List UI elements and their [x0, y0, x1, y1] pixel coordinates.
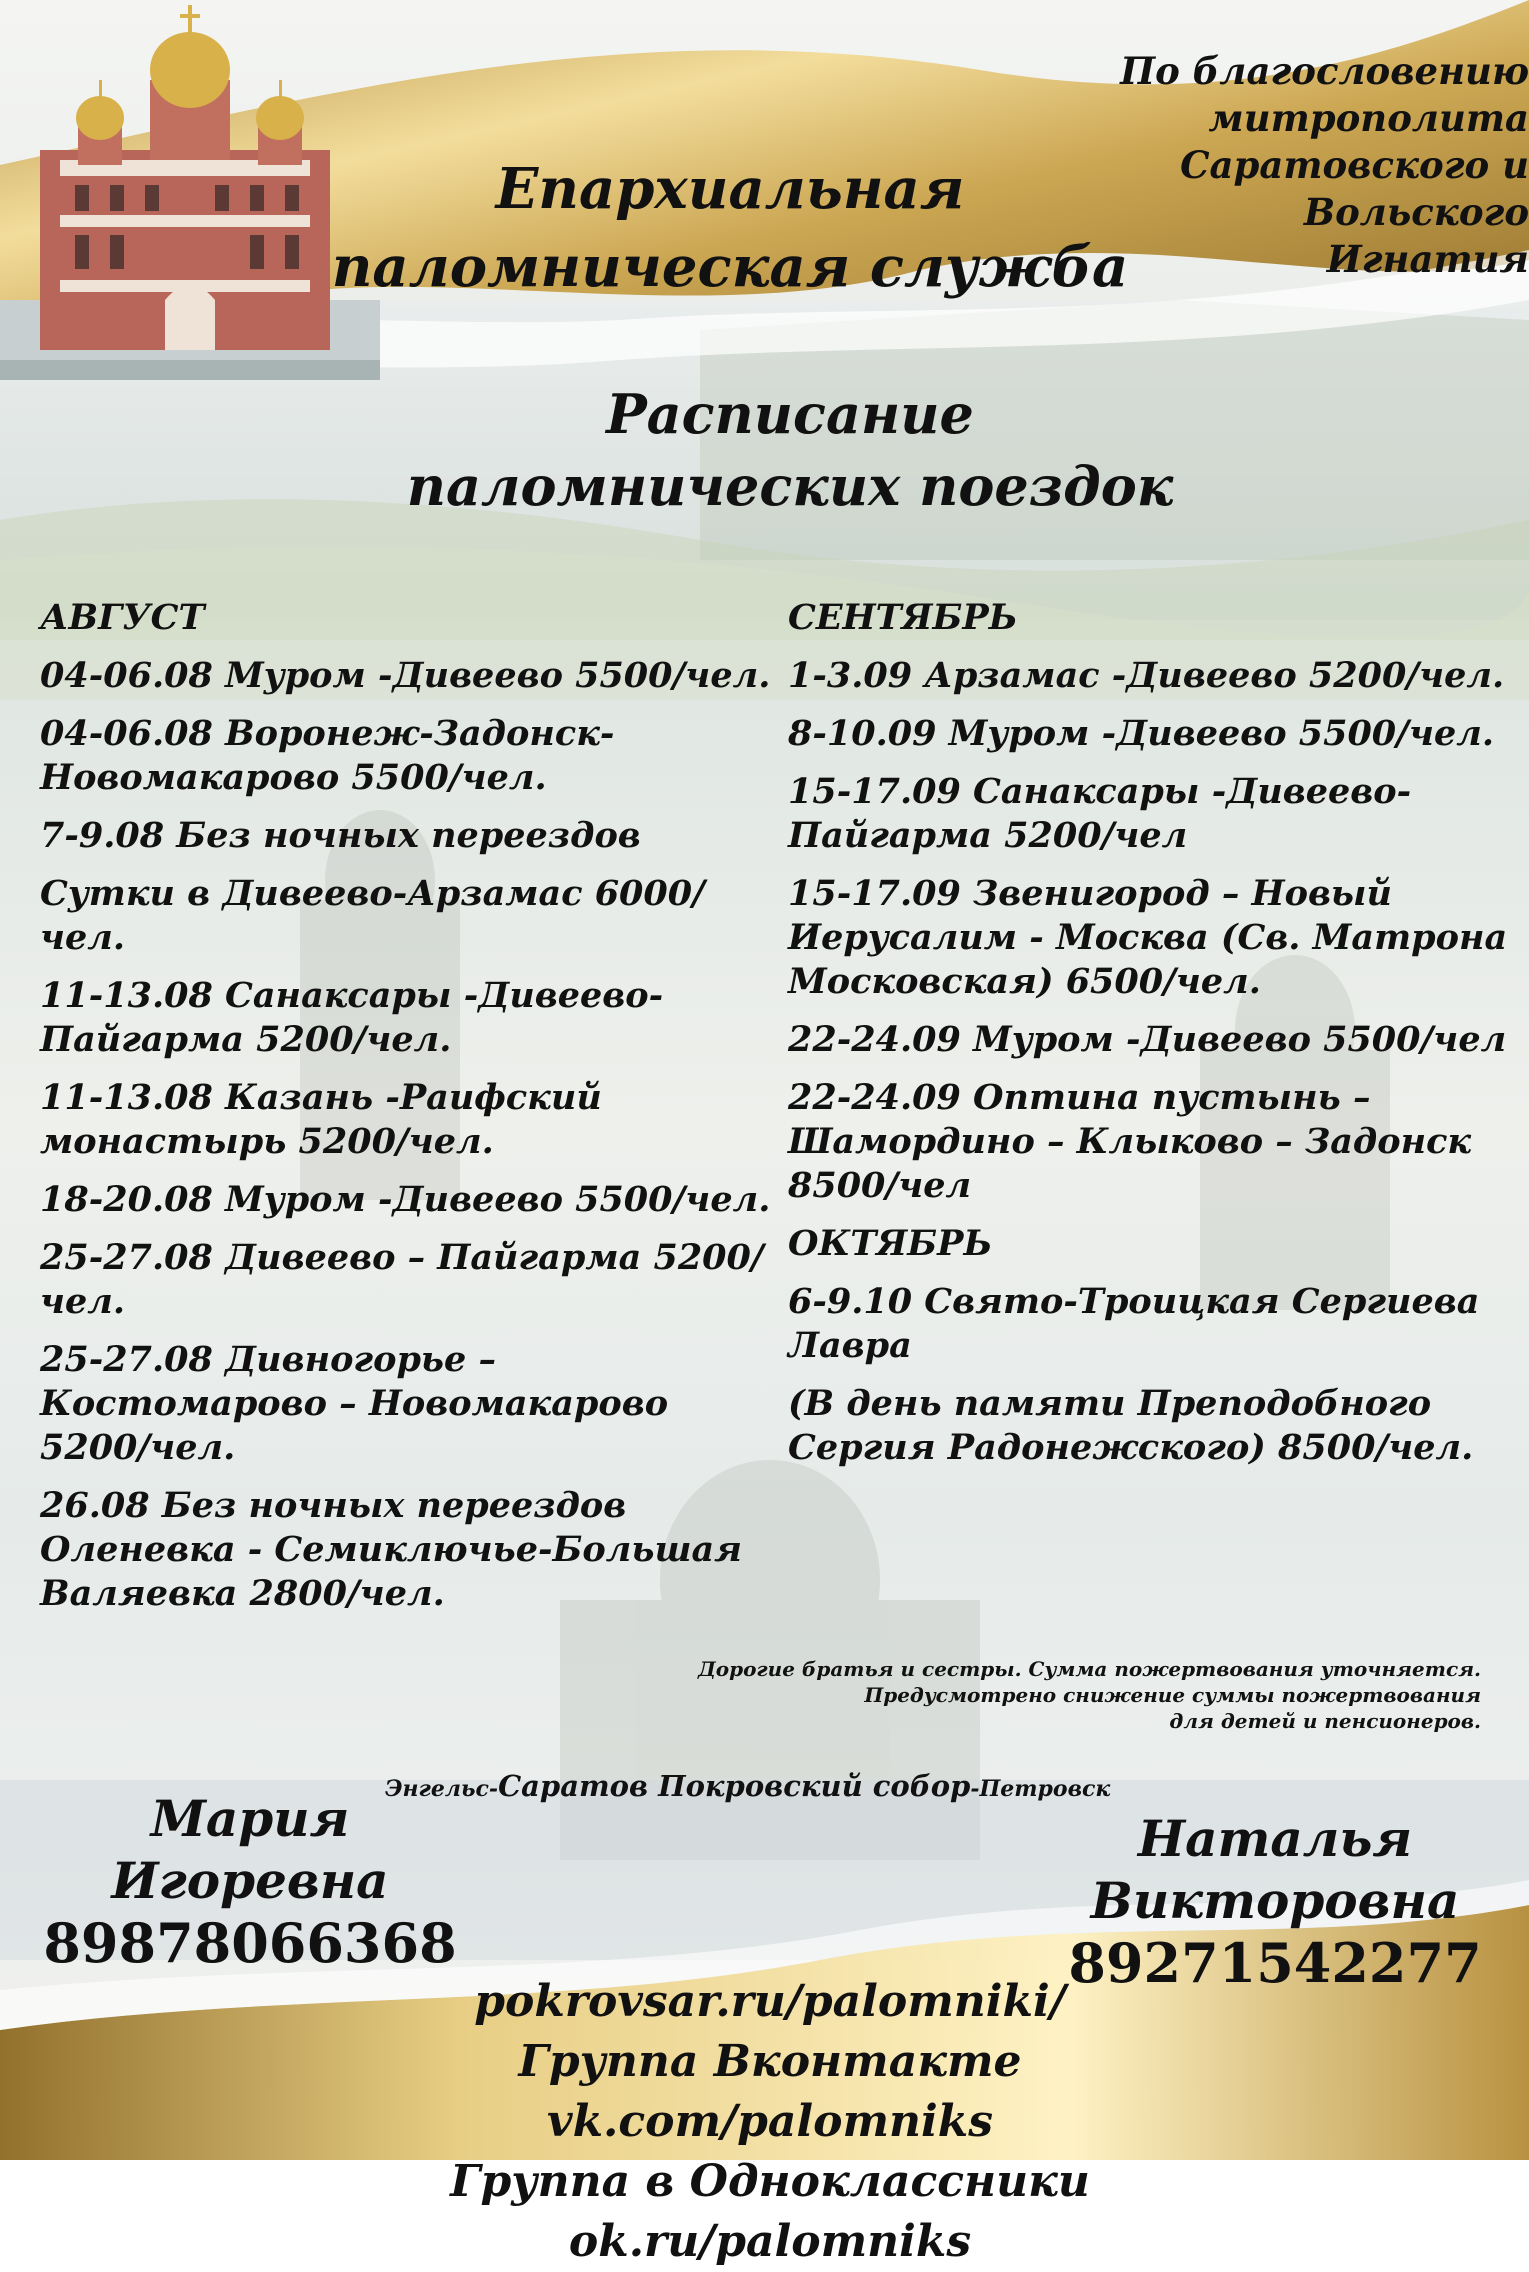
donation-note-line1: Дорогие братья и сестры. Сумма пожертвования уточняется.: [697, 1657, 1481, 1681]
schedule-title-line2: паломнических поездок: [406, 454, 1174, 518]
city-petrovsk: -Петровск: [970, 1776, 1111, 1802]
trip-entry: 1-3.09 Арзамас -Дивеево 5200/чел.: [788, 655, 1505, 696]
trip-entry: 8-10.09 Муром -Дивеево 5500/чел.: [788, 713, 1495, 754]
blessing-line2: митрополита: [1208, 96, 1529, 140]
contact-name-line2: Игоревна: [111, 1851, 389, 1910]
contact-phone[interactable]: 89271542277: [1068, 1931, 1482, 1995]
links-block: [300, 1972, 1240, 2272]
donation-note: [661, 1656, 1481, 1734]
departure-cities: [385, 1768, 1185, 1807]
blessing-line3: Саратовского и Вольского: [1180, 143, 1529, 234]
schedule-title: [390, 378, 1190, 522]
trip-entry: 11-13.08 Казань -Раифский монастырь 5200/чел.: [40, 1077, 602, 1162]
contact-card-natalia: [1065, 1808, 1485, 1994]
schedule-column-left: [40, 596, 785, 1630]
month-heading-september: СЕНТЯБРЬ: [788, 597, 1018, 638]
site-link[interactable]: pokrovsar.ru/palomniki/: [474, 1976, 1066, 2027]
city-engels: Энгельс-: [385, 1776, 499, 1802]
contact-name-line1: Мария: [150, 1789, 350, 1848]
blessing-line1: По благословению: [1120, 49, 1529, 93]
contact-phone[interactable]: 89878066368: [43, 1911, 457, 1975]
contact-name-line2: Викторовна: [1090, 1871, 1460, 1930]
city-saratov: Саратов Покровский собор: [498, 1769, 971, 1803]
schedule-title-line1: Расписание: [606, 382, 974, 446]
trip-entry: 04-06.08 Муром -Дивеево 5500/чел.: [40, 655, 771, 696]
month-heading-august: АВГУСТ: [40, 597, 205, 638]
contact-card-maria: [40, 1788, 460, 1974]
trip-entry: 15-17.09 Санаксары -Дивеево-Пайгарма 5200/чел: [788, 771, 1412, 856]
trip-entry: 22-24.09 Оптина пустынь – Шамордино – Клыково – Задонск 8500/чел: [788, 1077, 1472, 1206]
service-title-line1: Епархиальная: [495, 156, 965, 222]
donation-note-line2: Предусмотрено снижение суммы пожертвования: [864, 1683, 1481, 1707]
blessing-text: [1009, 48, 1529, 283]
trip-entry: 7-9.08 Без ночных переездов: [40, 815, 641, 856]
church-illustration: [0, 0, 380, 380]
trip-entry: 15-17.09 Звенигород – Новый Иерусалим - Москва (Св. Матрона Московская) 6500/чел.: [788, 873, 1508, 1002]
trip-entry: Сутки в Дивеево-Арзамас 6000/чел.: [40, 873, 705, 958]
schedule-column-right: [788, 596, 1508, 1484]
service-title-line2: паломническая служба: [331, 234, 1129, 300]
trip-entry: 04-06.08 Воронеж-Задонск-Новомакарово 5500/чел.: [40, 713, 615, 798]
trip-entry: 22-24.09 Муром -Дивеево 5500/чел: [788, 1019, 1507, 1060]
blessing-line4: Игнатия: [1326, 237, 1529, 281]
trip-entry: (В день памяти Преподобного Сергия Радонежского) 8500/чел.: [788, 1383, 1474, 1468]
ok-link[interactable]: Группа в Одноклассники ok.ru/palomniks: [450, 2156, 1090, 2267]
trip-entry: 25-27.08 Дивногорье – Костомарово – Новомакарово 5200/чел.: [40, 1339, 669, 1468]
vk-link[interactable]: Группа Вконтакте vk.com/palomniks: [518, 2036, 1022, 2147]
trip-entry: 18-20.08 Муром -Дивеево 5500/чел.: [40, 1179, 771, 1220]
month-heading-october: ОКТЯБРЬ: [788, 1223, 993, 1264]
donation-note-line3: для детей и пенсионеров.: [1169, 1709, 1481, 1733]
trip-entry: 26.08 Без ночных переездов Оленевка - Семиключье-Большая Валяевка 2800/чел.: [40, 1485, 743, 1614]
trip-entry: 6-9.10 Свято-Троицкая Сергиева Лавра: [788, 1281, 1480, 1366]
trip-entry: 25-27.08 Дивеево – Пайгарма 5200/чел.: [40, 1237, 764, 1322]
trip-entry: 11-13.08 Санаксары -Дивеево-Пайгарма 5200/чел.: [40, 975, 664, 1060]
contact-name-line1: Наталья: [1137, 1809, 1413, 1868]
